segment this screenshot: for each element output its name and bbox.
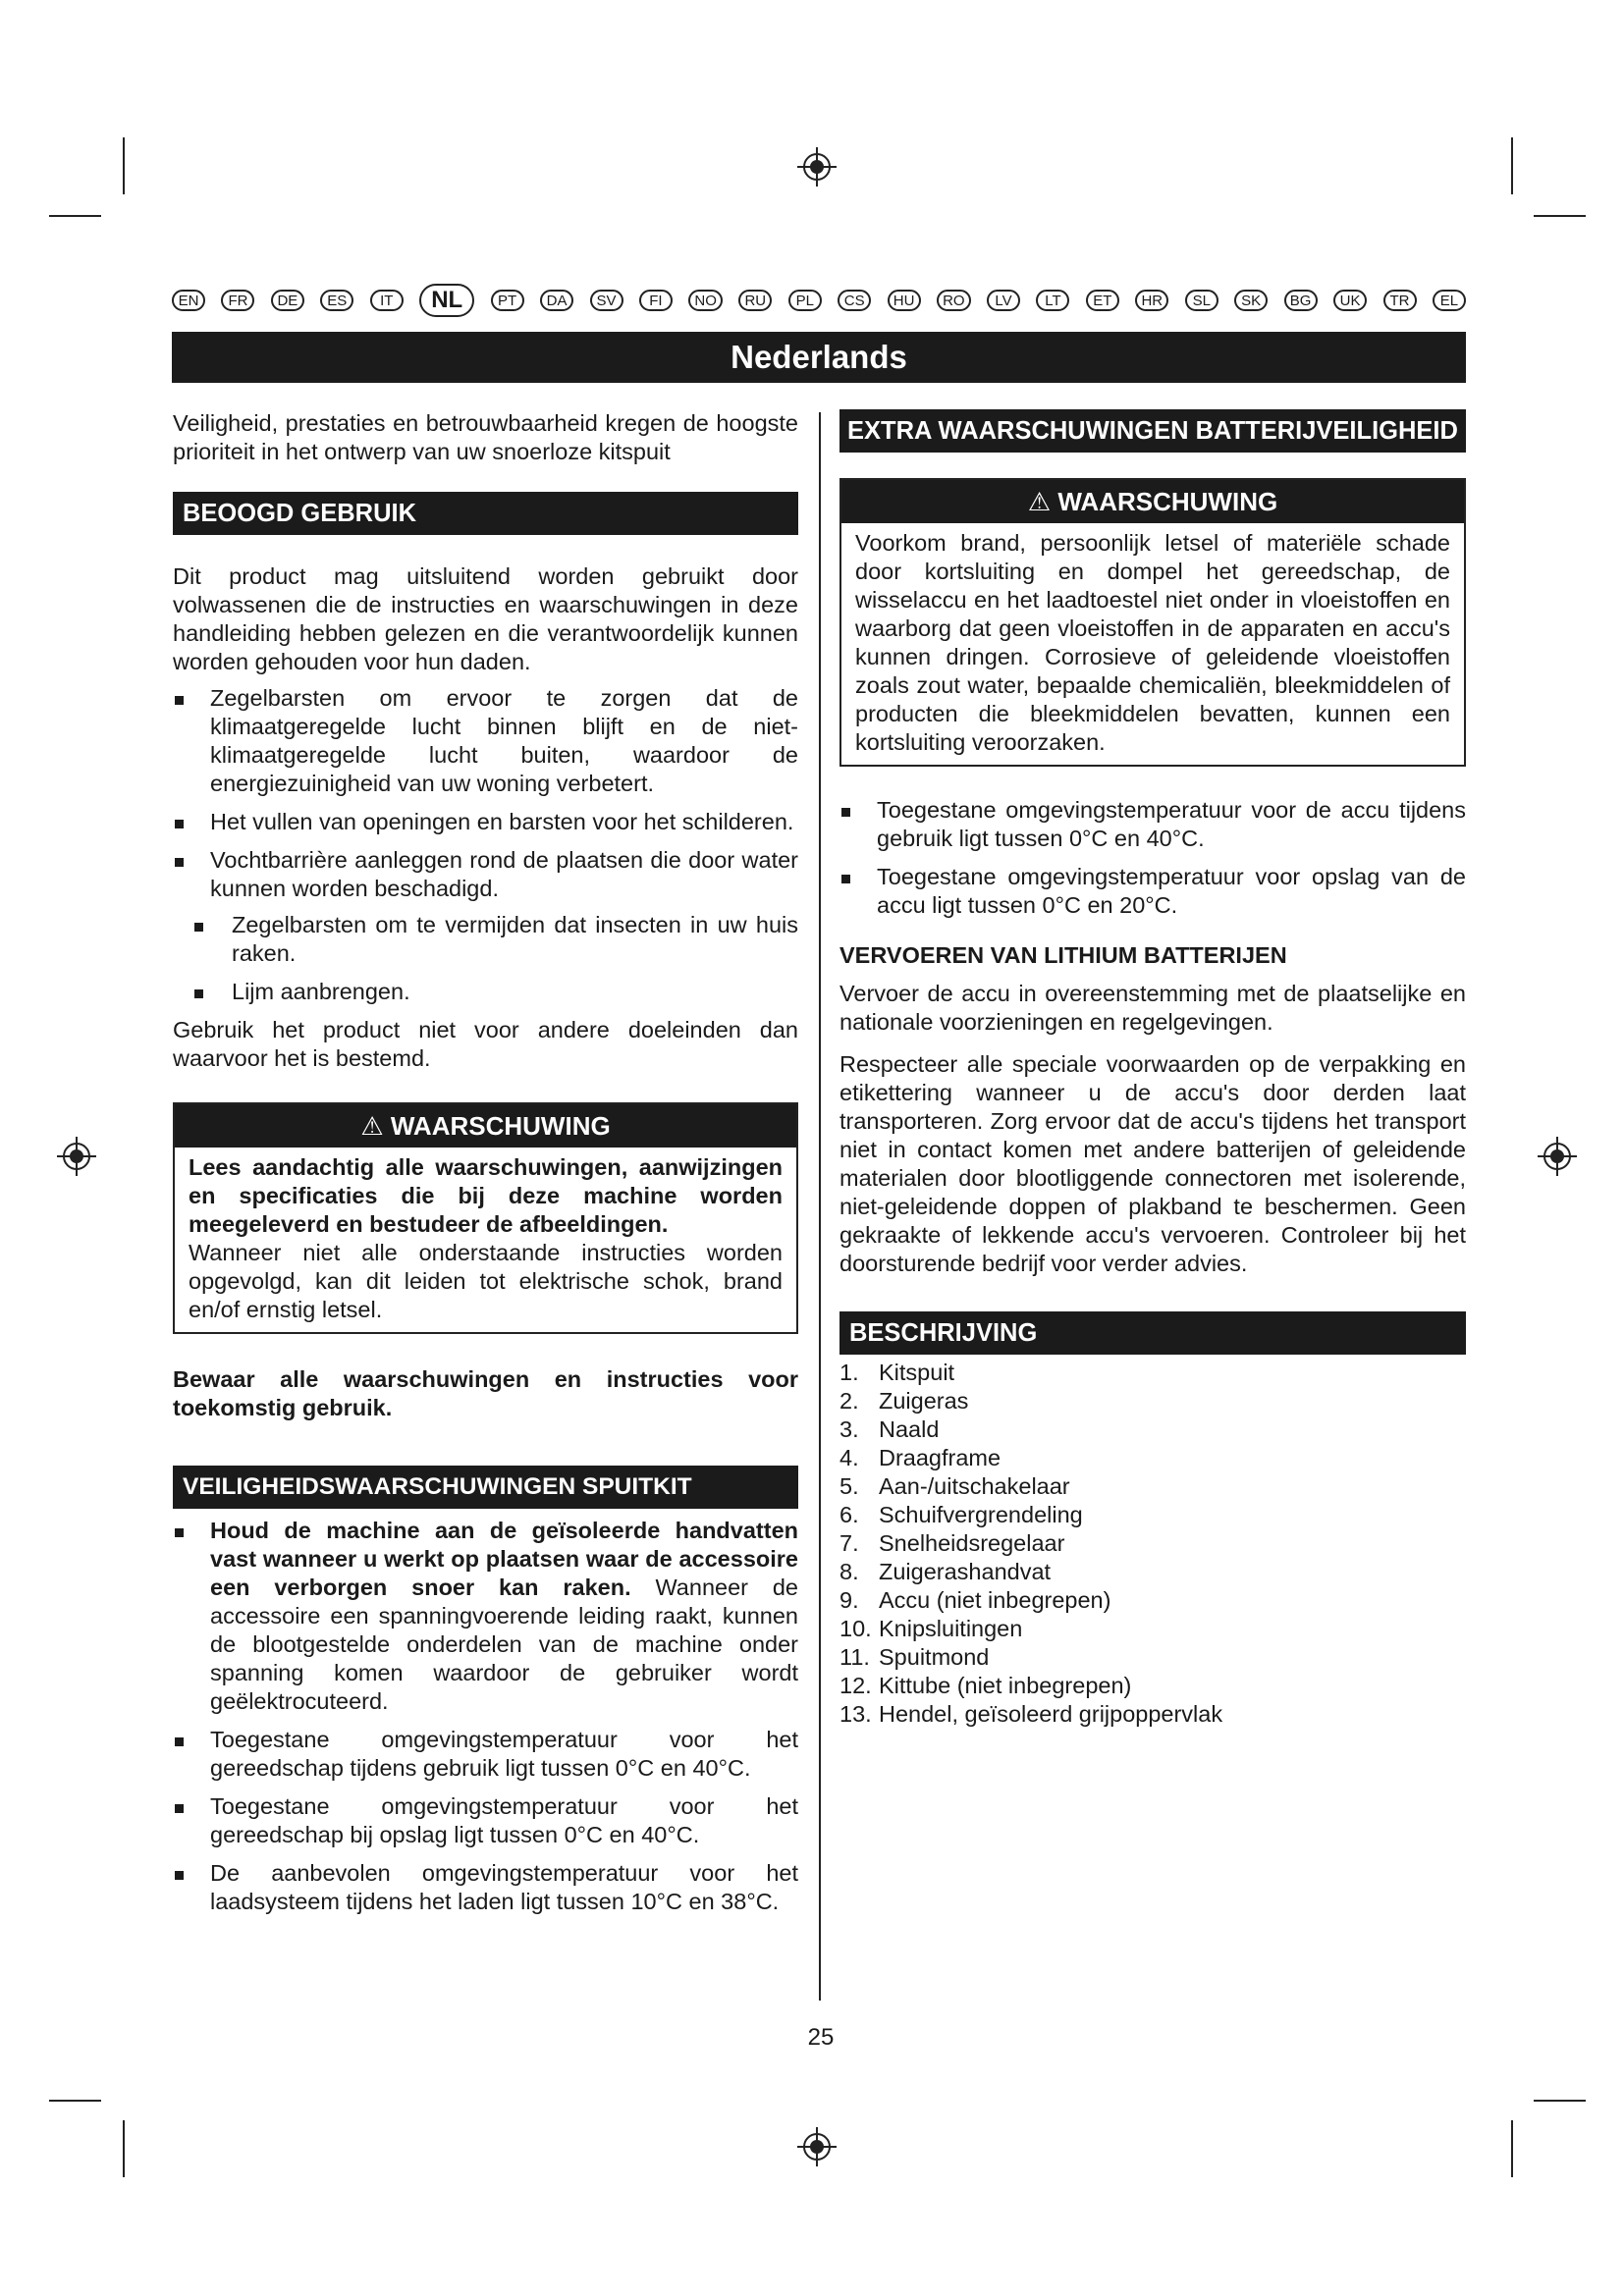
intended-use-text: Dit product mag uitsluitend worden gebruikt door volwassenen die de instructies en waarschuwingen in deze handleiding hebben gelezen en die verantwoordelijk kunnen worden gehouden voor hun daden. — [173, 563, 798, 674]
safety-1-text: Wanneer de accessoire een spanningvoerende leiding raakt, kunnen de blootgestelde onderdelen van de machine onder spanning komen waardoor de gebruiker wordt geëlektrocuteerd. — [210, 1575, 798, 1714]
uses-sub-list — [173, 911, 798, 1006]
crop-mark — [49, 215, 101, 217]
language-badge-fr: FR — [221, 290, 254, 311]
list-item — [173, 1517, 798, 1716]
uses-list — [173, 684, 798, 903]
transport-text-2: Respecteer alle speciale voorwaarden op de verpakking en etikettering wanneer u de accu's door derden laat transporteren. Zorg ervoor dat de accu's tijdens het transport niet in contact komen met andere batterijen of geleidende materialen door blootliggende connectoren met isolerende, niet-geleidende doppen of plakband te beschermen. Geen gekraakte of lekkende accu's vervoeren. Controleer bij het doorsturende bedrijf voor verder advies. — [839, 1051, 1466, 1276]
extra-warnings-header — [839, 409, 1466, 453]
crop-mark — [123, 137, 125, 194]
list-item — [839, 1444, 1466, 1472]
extra-warnings-header-label: EXTRA WAARSCHUWINGEN BATTERIJVEILIGHEID — [847, 417, 1458, 445]
part-number: 6. — [839, 1502, 859, 1527]
transport-header: VERVOEREN VAN LITHIUM BATTERIJEN — [839, 942, 1287, 968]
part-name: Aan-/uitschakelaar — [879, 1473, 1070, 1499]
safety-1-bold: Houd de machine aan de geïsoleerde handvatten vast wanneer u werkt op plaatsen waar de accessoire een verborgen snoer kan raken. — [210, 1518, 798, 1600]
part-number: 7. — [839, 1530, 859, 1556]
list-item — [839, 1472, 1466, 1501]
language-badge-ro: RO — [937, 290, 971, 311]
part-name: Spuitmond — [879, 1644, 990, 1670]
language-badge-hr: HR — [1135, 290, 1168, 311]
language-badge-da: DA — [540, 290, 573, 311]
language-badge-ru: RU — [738, 290, 772, 311]
part-number: 4. — [839, 1445, 859, 1470]
list-item — [839, 1586, 1466, 1615]
part-name: Zuigerashandvat — [879, 1559, 1052, 1584]
left-column — [173, 409, 798, 1916]
list-item — [839, 1558, 1466, 1586]
list-item — [839, 1615, 1466, 1643]
language-badge-sk: SK — [1234, 290, 1268, 311]
list-item: De aanbevolen omgevingstemperatuur voor het laadsysteem tijdens het laden ligt tussen 10°C en 38°C. — [173, 1859, 798, 1916]
list-item: Lijm aanbrengen. — [173, 978, 798, 1006]
part-number: 1. — [839, 1360, 859, 1385]
warning-title: WAARSCHUWING — [1057, 487, 1278, 516]
battery-temp-list — [839, 796, 1466, 920]
language-badge-lt: LT — [1036, 290, 1069, 311]
page-title-banner — [172, 332, 1466, 383]
language-badge-fi: FI — [639, 290, 673, 311]
language-badge-pl: PL — [788, 290, 822, 311]
list-item: Vochtbarrière aanleggen rond de plaatsen die door water kunnen worden beschadigd. — [173, 846, 798, 903]
list-item: Toegestane omgevingstemperatuur voor het gereedschap tijdens gebruik ligt tussen 0°C en 40°C. — [173, 1726, 798, 1783]
list-item: Zegelbarsten om te vermijden dat insecten in uw huis raken. — [173, 911, 798, 968]
list-item — [839, 1387, 1466, 1415]
list-item — [839, 1501, 1466, 1529]
crop-mark — [123, 2120, 125, 2177]
list-item: Zegelbarsten om ervoor te zorgen dat de klimaatgeregelde lucht binnen blijft en de niet-klimaatgeregelde lucht buiten, waardoor de energiezuinigheid van uw woning verbetert. — [173, 684, 798, 798]
part-name: Naald — [879, 1416, 940, 1442]
part-number: 2. — [839, 1388, 859, 1414]
description-header-label: BESCHRIJVING — [849, 1319, 1038, 1347]
list-item — [839, 1643, 1466, 1672]
list-item — [839, 1672, 1466, 1700]
crop-mark — [1534, 215, 1586, 217]
part-name: Kittube (niet inbegrepen) — [879, 1673, 1132, 1698]
language-badge-lv: LV — [987, 290, 1020, 311]
crop-mark — [1511, 2120, 1513, 2177]
keep-instructions-text: Bewaar alle waarschuwingen en instructies voor toekomstig gebruik. — [173, 1366, 798, 1420]
warning-text: Wanneer niet alle onderstaande instructies worden opgevolgd, kan dit leiden tot elektrische schok, brand en/of ernstig letsel. — [189, 1240, 783, 1322]
language-badge-es: ES — [320, 290, 353, 311]
registration-mark-icon — [795, 2125, 839, 2168]
crop-mark — [1534, 2100, 1586, 2102]
part-name: Zuigeras — [879, 1388, 969, 1414]
language-badge-en: EN — [172, 290, 205, 311]
part-name: Schuifvergrendeling — [879, 1502, 1083, 1527]
parts-list — [839, 1359, 1466, 1729]
battery-warning-text: Voorkom brand, persoonlijk letsel of materiële schade door kortsluiting en dompel het gereedschap, de wisselaccu en het laadtoestel niet onder in vloeistoffen en waarborg dat geen vloeistoffen in de apparaten en accu's kunnen dringen. Corrosieve of geleidende vloeistoffen zoals zout water, bepaalde chemicaliën, bleekmiddelen of producten die bleekmiddelen bevatten, kunnen een kortsluiting veroorzaken. — [855, 530, 1450, 755]
description-header — [839, 1311, 1466, 1355]
warning-icon: ⚠ — [1027, 487, 1058, 516]
part-name: Knipsluitingen — [879, 1616, 1023, 1641]
part-number: 11. — [839, 1644, 870, 1670]
intended-use-header-label: BEOOGD GEBRUIK — [183, 500, 417, 527]
part-number: 12. — [839, 1673, 872, 1698]
part-number: 5. — [839, 1473, 859, 1499]
list-item: Toegestane omgevingstemperatuur voor het gereedschap bij opslag ligt tussen 0°C en 40°C. — [173, 1792, 798, 1849]
language-badge-no: NO — [688, 290, 723, 311]
column-divider — [819, 412, 821, 2001]
language-badge-el: EL — [1433, 290, 1466, 311]
part-name: Accu (niet inbegrepen) — [879, 1587, 1111, 1613]
page-title: Nederlands — [731, 339, 907, 375]
part-number: 9. — [839, 1587, 859, 1613]
intro-text: Veiligheid, prestaties en betrouwbaarheid kregen de hoogste prioriteit in het ontwerp van uw snoerloze kitspuit — [173, 410, 798, 464]
language-badge-sv: SV — [590, 290, 623, 311]
part-name: Snelheidsregelaar — [879, 1530, 1065, 1556]
safety-header-label: VEILIGHEIDSWAARSCHUWINGEN SPUITKIT — [183, 1473, 692, 1500]
crop-mark — [49, 2100, 101, 2102]
other-use-text: Gebruik het product niet voor andere doeleinden dan waarvoor het is bestemd. — [173, 1017, 798, 1071]
part-name: Kitspuit — [879, 1360, 955, 1385]
language-badge-uk: UK — [1333, 290, 1367, 311]
language-bar — [172, 283, 1466, 318]
list-item: Toegestane omgevingstemperatuur voor opslag van de accu ligt tussen 0°C en 20°C. — [839, 863, 1466, 920]
warning-header — [841, 480, 1464, 523]
language-badge-pt: PT — [491, 290, 524, 311]
warning-box — [173, 1102, 798, 1334]
list-item — [839, 1700, 1466, 1729]
safety-list — [173, 1517, 798, 1916]
warning-bold-text: Lees aandachtig alle waarschuwingen, aanwijzingen en specificaties die bij deze machine worden meegeleverd en bestudeer de afbeeldingen. — [189, 1154, 783, 1237]
list-item: Toegestane omgevingstemperatuur voor de accu tijdens gebruik ligt tussen 0°C en 40°C. — [839, 796, 1466, 853]
list-item — [839, 1359, 1466, 1387]
part-number: 3. — [839, 1416, 859, 1442]
transport-text-1: Vervoer de accu in overeenstemming met de plaatselijke en nationale voorzieningen en regelgevingen. — [839, 981, 1466, 1035]
language-badge-sl: SL — [1185, 290, 1218, 311]
language-badge-hu: HU — [888, 290, 921, 311]
crop-mark — [1511, 137, 1513, 194]
language-badge-it: IT — [370, 290, 404, 311]
language-badge-cs: CS — [838, 290, 871, 311]
safety-header — [173, 1466, 798, 1509]
language-badge-nl: NL — [419, 284, 474, 317]
battery-warning-box — [839, 478, 1466, 767]
language-badge-tr: TR — [1383, 290, 1417, 311]
warning-header — [175, 1104, 796, 1148]
right-column — [839, 409, 1466, 1729]
list-item — [839, 1415, 1466, 1444]
registration-mark-icon — [1536, 1135, 1579, 1178]
language-badge-de: DE — [271, 290, 304, 311]
warning-icon: ⚠ — [360, 1111, 391, 1141]
language-badge-et: ET — [1086, 290, 1119, 311]
part-name: Draagframe — [879, 1445, 1001, 1470]
registration-mark-icon — [795, 145, 839, 188]
page-number: 25 — [807, 2024, 835, 2051]
warning-title: WAARSCHUWING — [390, 1111, 611, 1141]
part-number: 13. — [839, 1701, 872, 1727]
language-badge-bg: BG — [1284, 290, 1318, 311]
registration-mark-icon — [55, 1135, 98, 1178]
part-name: Hendel, geïsoleerd grijpoppervlak — [879, 1701, 1223, 1727]
part-number: 10. — [839, 1616, 872, 1641]
list-item: Het vullen van openingen en barsten voor het schilderen. — [173, 808, 798, 836]
part-number: 8. — [839, 1559, 859, 1584]
list-item — [839, 1529, 1466, 1558]
intended-use-header — [173, 492, 798, 535]
